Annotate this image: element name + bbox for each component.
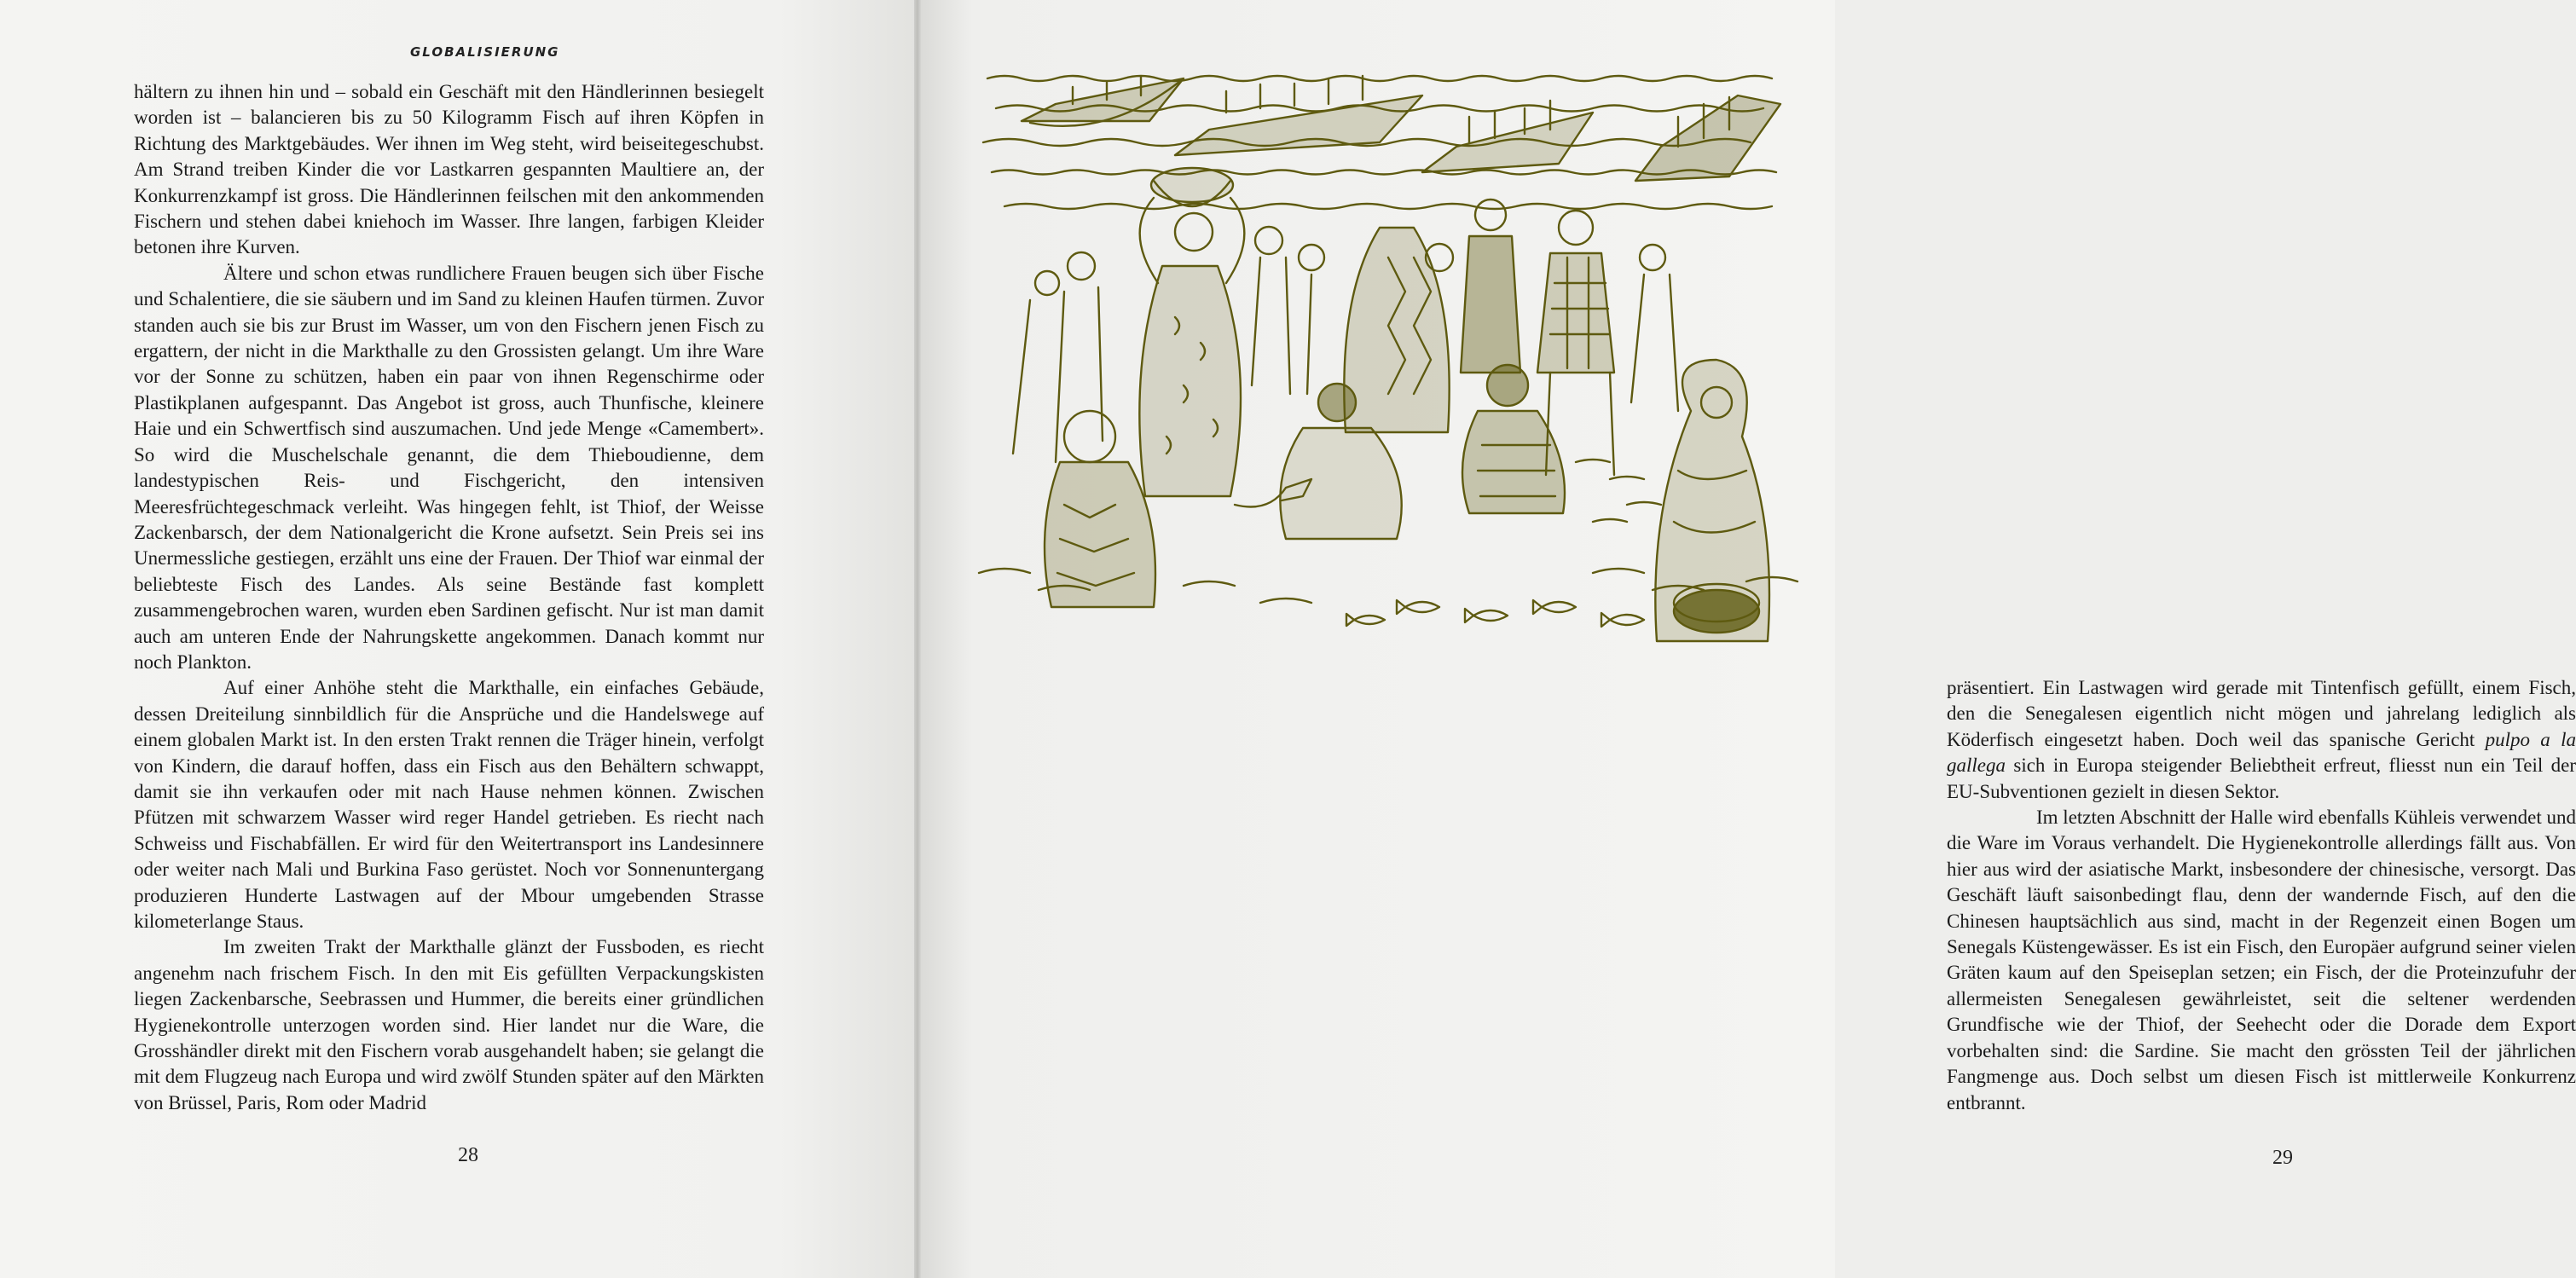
book-gutter xyxy=(914,0,921,1278)
italic-term: pulpo a la gallega xyxy=(1947,728,2576,777)
boat-icon xyxy=(1022,77,1184,126)
paragraph: hältern zu ihnen hin und – sobald ein Geschäft mit den Händlerinnen besiegelt worden ist – balancieren bis zu 50 Kilogramm Fisch auf ihren Köpfen in Richtung des Marktgebäudes. Wer ihnen im Weg steht, wird beiseitegeschubst. Am Strand treiben Kinder die vor Lastkarren gespannten Maultiere an, der Konkurrenzkampf ist gross. Die Händlerinnen feilschen mit den ankommenden Fischern und stehen dabei kniehoch im Wasser. Ihre langen, farbigen Kleider betonen ihre Kurven. xyxy=(134,81,764,258)
paragraph: Ältere und schon etwas rundlichere Frauen beugen sich über Fische und Schalentiere, die sie säubern und im Sand zu kleinen Haufen türmen. Zuvor standen auch sie bis zur Brust im Wasser, um von den Fischern jenen Fisch zu ergattern, der nicht in die Markthalle zu den Grossisten gelangt. Um ihre Ware vor der Sonne zu schützen, haben ein paar von ihnen Regenschirme oder Plastikplanen aufgespannt. Das Angebot ist gross, auch Thunfische, kleinere Haie und ein Schwertfisch sind auszumachen. Und jede Menge «Camembert». So wird die Muschelschale genannt, die dem Thieboudienne, dem landestypischen Reis- und Fischgericht, den intensiven Meeresfrüchtegeschmack verleiht. Was hingegen fehlt, ist Thiof, der Weisse Zackenbarsch, der dem Nationalgericht die Krone aufsetzt. Sein Preis sei ins Unermessliche gestiegen, erzählt uns eine der Frauen. Der Thiof war einmal der beliebteste Fisch des Landes. Als seine Bestände fast komplett zusammengebrochen waren, wurden eben Sardinen gefischt. Nur ist man damit auch am unteren Ende der Nahrungskette angekommen. Danach kommt nur noch Plankton. xyxy=(134,262,764,673)
boat-icon xyxy=(1635,95,1780,181)
page-number-left: 28 xyxy=(458,1144,478,1166)
fish-market-illustration xyxy=(979,61,1799,650)
running-head: GLOBALISIERUNG xyxy=(410,44,560,60)
paragraph xyxy=(1947,675,2576,805)
paragraph: Im letzten Abschnitt der Halle wird ebenfalls Kühleis verwendet und die Ware im Voraus verhandelt. Die Hygienekontrolle allerdings fällt aus. Von hier aus wird der asiatische Markt, insbesondere der chinesische, versorgt. Das Geschäft läuft saisonbedingt flau, denn der wandernde Fisch, auf den die Chinesen hauptsächlich aus sind, macht in der Regenzeit einen Bogen um Senegals Küstengewässer. Es ist ein Fisch, den Europäer aufgrund seiner vielen Gräten kaum auf den Speiseplan setzen; ein Fisch, der die Proteinzufuhr der allermeisten Senegalesen gewährleistet, seit die seltener werdenden Grundfische wie der Thiof, der Seehecht oder die Dorade dem Export vorbehalten sind: die Sardine. Sie macht den grössten Teil der jährlichen Fangmenge aus. Doch selbst um diesen Fisch ist mittlerweile Konkurrenz entbrannt. xyxy=(1947,807,2576,1113)
left-page xyxy=(0,0,918,1278)
paragraph-text: sich in Europa steigender Beliebtheit erfreut, fliesst nun ein Teil der EU-Subventionen gezielt in diesen Sektor. xyxy=(1947,755,2576,802)
paragraph: Auf einer Anhöhe steht die Markthalle, ein einfaches Gebäude, dessen Dreiteilung sinnbildlich für die Ansprüche und die Handelswege auf einem globalen Markt ist. In den ersten Trakt rennen die Träger hinein, verfolgt von Kindern, die darauf hoffen, dass ein Fisch aus den Behältern schwappt, damit sie ihn verkaufen oder mit nach Hause nehmen können. Zwischen Pfützen mit schwarzem Wasser wird reger Handel getrieben. Es riecht nach Schweiss und Fischabfällen. Er wird für den Weitertransport ins Landesinnere oder weiter nach Mali und Burkina Faso gerüstet. Noch vor Sonnenuntergang produzieren Hunderte Lastwagen auf der Mbour umgebenden Strasse kilometerlange Staus. xyxy=(134,677,764,932)
paragraph: Im zweiten Trakt der Markthalle glänzt der Fussboden, es riecht angenehm nach frischem Fisch. In den mit Eis gefüllten Verpackungskisten liegen Zackenbarsche, Seebrassen und Hummer, die bereits einer gründlichen Hygienekontrolle unterzogen worden sind. Hier landet nur die Ware, die Grosshändler direkt mit den Fischern vorab ausgehandelt haben; sie gelangt die mit dem Flugzeug nach Europa und wird zwölf Stunden später auf den Märkten von Brüssel, Paris, Rom oder Madrid xyxy=(134,936,764,1113)
left-page-text xyxy=(134,79,764,1116)
crowd-figures-icon xyxy=(1013,168,1769,641)
paragraph-text: präsentiert. Ein Lastwagen wird gerade mit Tintenfisch gefüllt, einem Fisch, den die Senegalesen eigentlich nicht mögen und jahrelang lediglich als Köderfisch eingesetzt haben. Doch weil das spanische Gericht xyxy=(1947,677,2576,750)
fish-icon xyxy=(1346,600,1644,627)
page-number-right: 29 xyxy=(2272,1147,2293,1169)
right-page-text xyxy=(1947,675,2576,1116)
